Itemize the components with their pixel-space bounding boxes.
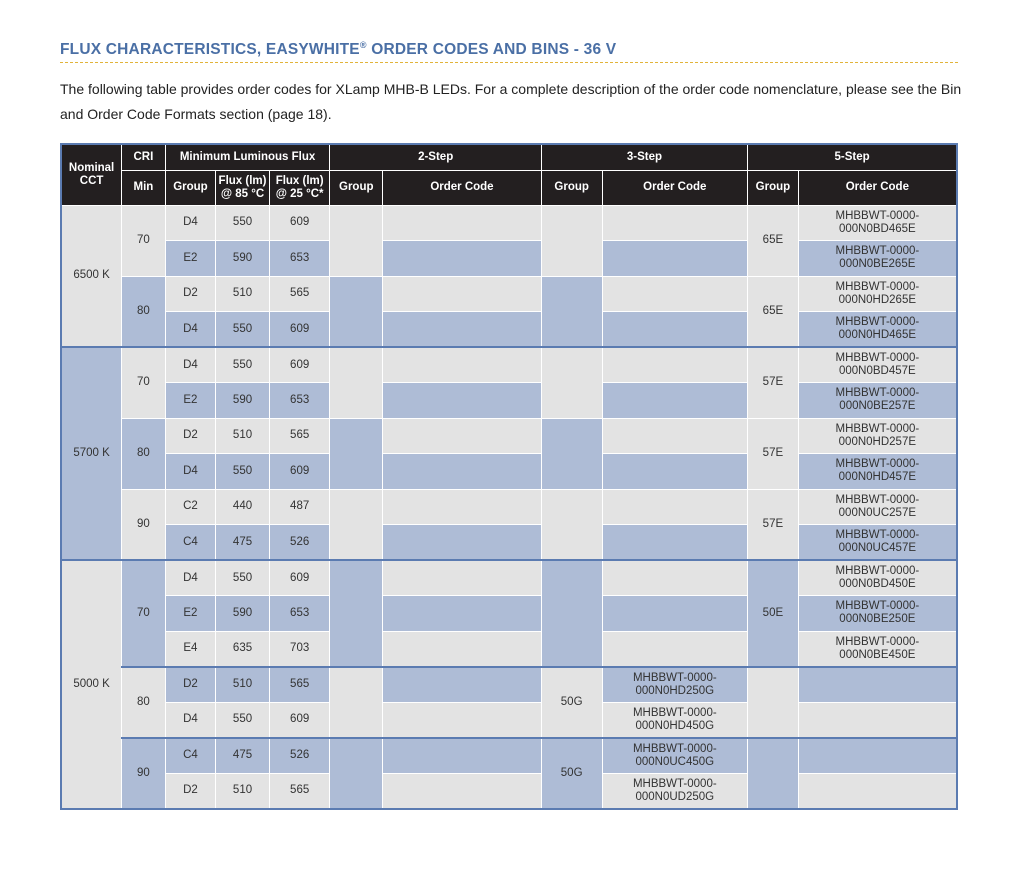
flux25-cell: 526 (269, 738, 330, 774)
step2-code-cell (383, 667, 542, 703)
group-cell: D2 (165, 418, 216, 454)
step3-group-cell (541, 560, 602, 667)
table-row (61, 205, 957, 241)
group-cell: D2 (165, 667, 216, 703)
step3-code-cell (602, 560, 748, 596)
group-cell: E2 (165, 383, 216, 419)
step5-code-cell: MHBBWT-0000-000N0HD257E (798, 418, 957, 454)
flux85-cell: 550 (216, 312, 270, 348)
group-cell: D4 (165, 560, 216, 596)
group-cell: D4 (165, 702, 216, 738)
step2-group-cell (330, 489, 383, 560)
header-5-step: 5-Step (748, 144, 957, 170)
flux25-cell: 526 (269, 525, 330, 561)
step2-code-cell (383, 454, 542, 490)
flux85-cell: 510 (216, 667, 270, 703)
step5-code-cell: MHBBWT-0000-000N0BD465E (798, 205, 957, 241)
step2-code-cell (383, 596, 542, 632)
cri-cell: 70 (122, 205, 165, 276)
step5-code-cell (798, 667, 957, 703)
header-min-luminous-flux: Minimum Luminous Flux (165, 144, 330, 170)
table-row (61, 525, 957, 561)
table-row (61, 454, 957, 490)
step2-code-cell (383, 560, 542, 596)
intro-paragraph: The following table provides order codes for XLamp MHB-B LEDs. For a complete description of the order code nomenclature, please see the Bin and Order Code Formats section (page 18). (60, 81, 962, 122)
flux25-cell: 609 (269, 454, 330, 490)
order-codes-table (60, 143, 958, 810)
step5-group-cell: 50E (748, 560, 799, 667)
step5-code-cell: MHBBWT-0000-000N0HD465E (798, 312, 957, 348)
table-row (61, 596, 957, 632)
cri-cell: 80 (122, 667, 165, 738)
flux85-cell: 510 (216, 773, 270, 809)
table-row (61, 631, 957, 667)
step2-group-cell (330, 667, 383, 738)
group-cell: D4 (165, 205, 216, 241)
step2-code-cell (383, 773, 542, 809)
step2-code-cell (383, 347, 542, 383)
header-flux-85: Flux (lm) @ 85 °C (216, 170, 270, 205)
step2-group-cell (330, 560, 383, 667)
header-2-step-order-code: Order Code (383, 170, 542, 205)
group-cell: E4 (165, 631, 216, 667)
title-tail: ORDER CODES AND BINS - 36 V (366, 41, 617, 59)
step3-group-cell (541, 418, 602, 489)
group-cell: C4 (165, 525, 216, 561)
step3-code-cell: MHBBWT-0000-000N0HD250G (602, 667, 748, 703)
flux25-cell: 653 (269, 241, 330, 277)
step3-group-cell (541, 205, 602, 276)
cri-cell: 70 (122, 560, 165, 667)
step2-code-cell (383, 241, 542, 277)
flux25-cell: 653 (269, 383, 330, 419)
step3-code-cell (602, 489, 748, 525)
table-row (61, 241, 957, 277)
header-group: Group (165, 170, 216, 205)
cri-cell: 80 (122, 418, 165, 489)
step3-code-cell (602, 205, 748, 241)
group-cell: D4 (165, 312, 216, 348)
step5-group-cell: 57E (748, 347, 799, 418)
step3-code-cell (602, 312, 748, 348)
group-cell: E2 (165, 596, 216, 632)
flux25-cell: 565 (269, 418, 330, 454)
step2-code-cell (383, 489, 542, 525)
step2-group-cell (330, 738, 383, 809)
table-row (61, 667, 957, 703)
step5-group-cell: 57E (748, 418, 799, 489)
header-cri: CRI (122, 144, 165, 170)
cri-cell: 90 (122, 489, 165, 560)
header-3-step: 3-Step (541, 144, 747, 170)
step3-group-cell (541, 489, 602, 560)
title-registered-mark: ® (359, 40, 367, 50)
table-row (61, 383, 957, 419)
table-row (61, 489, 957, 525)
step5-code-cell: MHBBWT-0000-000N0BD450E (798, 560, 957, 596)
step3-code-cell (602, 454, 748, 490)
step3-code-cell (602, 347, 748, 383)
flux85-cell: 475 (216, 525, 270, 561)
header-3-step-group: Group (541, 170, 602, 205)
step3-code-cell (602, 631, 748, 667)
step3-group-cell: 50G (541, 738, 602, 809)
flux85-cell: 475 (216, 738, 270, 774)
cct-cell: 5000 K (61, 560, 122, 809)
table-row (61, 347, 957, 383)
flux25-cell: 487 (269, 489, 330, 525)
step5-code-cell: MHBBWT-0000-000N0BE257E (798, 383, 957, 419)
flux85-cell: 590 (216, 383, 270, 419)
flux25-cell: 609 (269, 560, 330, 596)
flux85-cell: 550 (216, 702, 270, 738)
flux85-cell: 550 (216, 454, 270, 490)
step2-code-cell (383, 418, 542, 454)
group-cell: E2 (165, 241, 216, 277)
step2-group-cell (330, 276, 383, 347)
step2-code-cell (383, 702, 542, 738)
step5-code-cell: MHBBWT-0000-000N0BE450E (798, 631, 957, 667)
step3-code-cell: MHBBWT-0000-000N0HD450G (602, 702, 748, 738)
step5-code-cell (798, 738, 957, 774)
step5-code-cell: MHBBWT-0000-000N0UC457E (798, 525, 957, 561)
step5-code-cell (798, 702, 957, 738)
step5-code-cell: MHBBWT-0000-000N0BE250E (798, 596, 957, 632)
flux85-cell: 440 (216, 489, 270, 525)
table-row (61, 312, 957, 348)
step5-group-cell: 65E (748, 205, 799, 276)
step2-group-cell (330, 418, 383, 489)
step2-code-cell (383, 383, 542, 419)
flux25-cell: 609 (269, 205, 330, 241)
step5-code-cell (798, 773, 957, 809)
group-cell: D2 (165, 276, 216, 312)
table-row (61, 773, 957, 809)
title-main: FLUX CHARACTERISTICS, EASYWHITE (60, 41, 360, 59)
step3-code-cell (602, 596, 748, 632)
step2-code-cell (383, 525, 542, 561)
header-3-step-order-code: Order Code (602, 170, 748, 205)
table-row (61, 560, 957, 596)
step3-code-cell (602, 525, 748, 561)
cri-cell: 90 (122, 738, 165, 809)
header-5-step-order-code: Order Code (798, 170, 957, 205)
group-cell: C4 (165, 738, 216, 774)
page-title (60, 40, 616, 59)
step5-group-cell (748, 667, 799, 738)
table-row (61, 738, 957, 774)
step2-code-cell (383, 631, 542, 667)
step5-group-cell (748, 738, 799, 809)
cri-cell: 80 (122, 276, 165, 347)
step3-code-cell (602, 241, 748, 277)
step3-code-cell (602, 383, 748, 419)
flux85-cell: 550 (216, 205, 270, 241)
step5-code-cell: MHBBWT-0000-000N0BE265E (798, 241, 957, 277)
step3-group-cell (541, 276, 602, 347)
flux85-cell: 550 (216, 560, 270, 596)
step2-code-cell (383, 738, 542, 774)
table-row (61, 418, 957, 454)
header-nominal-cct: Nominal CCT (61, 144, 122, 205)
flux25-cell: 703 (269, 631, 330, 667)
step3-group-cell: 50G (541, 667, 602, 738)
flux85-cell: 510 (216, 418, 270, 454)
group-cell: D4 (165, 347, 216, 383)
step2-code-cell (383, 276, 542, 312)
header-2-step-group: Group (330, 170, 383, 205)
flux25-cell: 609 (269, 312, 330, 348)
cct-cell: 5700 K (61, 347, 122, 560)
group-cell: D4 (165, 454, 216, 490)
table-row (61, 702, 957, 738)
step5-code-cell: MHBBWT-0000-000N0UC257E (798, 489, 957, 525)
table-row (61, 276, 957, 312)
cri-cell: 70 (122, 347, 165, 418)
group-cell: D2 (165, 773, 216, 809)
flux85-cell: 550 (216, 347, 270, 383)
cct-cell: 6500 K (61, 205, 122, 347)
header-min: Min (122, 170, 165, 205)
flux85-cell: 590 (216, 596, 270, 632)
flux85-cell: 510 (216, 276, 270, 312)
title-divider (60, 62, 958, 63)
step2-code-cell (383, 205, 542, 241)
step5-code-cell: MHBBWT-0000-000N0BD457E (798, 347, 957, 383)
group-cell: C2 (165, 489, 216, 525)
flux25-cell: 565 (269, 276, 330, 312)
step2-code-cell (383, 312, 542, 348)
step5-group-cell: 65E (748, 276, 799, 347)
flux25-cell: 609 (269, 347, 330, 383)
step2-group-cell (330, 347, 383, 418)
flux85-cell: 635 (216, 631, 270, 667)
flux25-cell: 565 (269, 667, 330, 703)
header-5-step-group: Group (748, 170, 799, 205)
flux25-cell: 565 (269, 773, 330, 809)
step3-group-cell (541, 347, 602, 418)
header-2-step: 2-Step (330, 144, 541, 170)
step5-group-cell: 57E (748, 489, 799, 560)
step3-code-cell: MHBBWT-0000-000N0UC450G (602, 738, 748, 774)
header-flux-25: Flux (lm) @ 25 °C* (269, 170, 330, 205)
step3-code-cell: MHBBWT-0000-000N0UD250G (602, 773, 748, 809)
step2-group-cell (330, 205, 383, 276)
step5-code-cell: MHBBWT-0000-000N0HD265E (798, 276, 957, 312)
step3-code-cell (602, 418, 748, 454)
flux25-cell: 609 (269, 702, 330, 738)
flux85-cell: 590 (216, 241, 270, 277)
step5-code-cell: MHBBWT-0000-000N0HD457E (798, 454, 957, 490)
step3-code-cell (602, 276, 748, 312)
flux25-cell: 653 (269, 596, 330, 632)
